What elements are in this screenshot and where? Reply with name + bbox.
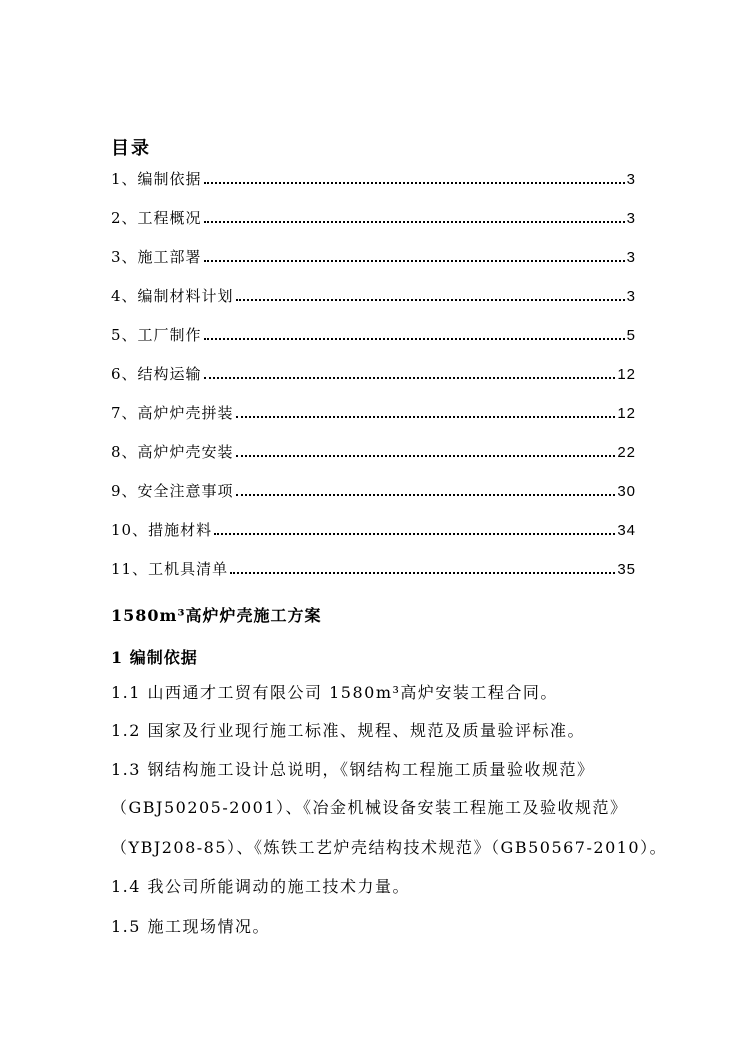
toc-item[interactable]	[111, 363, 636, 402]
toc-item[interactable]	[111, 168, 636, 207]
paragraph: （YBJ208-85）、《炼铁工艺炉壳结构技术规范》（GB50567-2010）。	[111, 838, 668, 857]
toc-item-page: 3	[626, 210, 636, 227]
toc-item-label: 9、安全注意事项	[111, 482, 234, 500]
toc-item-page: 35	[617, 561, 636, 578]
paragraph: 1.2 国家及行业现行施工标准、规程、规范及质量验评标准。	[111, 721, 586, 740]
toc-item-page: 22	[617, 444, 636, 461]
toc-leader-dots	[214, 532, 615, 535]
toc-leader-dots	[204, 220, 625, 223]
paragraph: 1.4 我公司所能调动的施工技术力量。	[111, 877, 411, 896]
toc-item-page: 3	[626, 249, 636, 266]
paragraph: （GBJ50205-2001）、《冶金机械设备安装工程施工及验收规范》	[111, 798, 628, 817]
toc-item-page: 3	[626, 171, 636, 188]
toc-item-label: 11、工机具清单	[111, 560, 229, 578]
toc-item-page: 30	[617, 483, 636, 500]
toc-item[interactable]	[111, 480, 636, 519]
toc-item-label: 4、编制材料计划	[111, 287, 234, 305]
paragraph: 1.5 施工现场情况。	[111, 917, 271, 936]
toc-item[interactable]	[111, 324, 636, 363]
toc-leader-dots	[236, 493, 616, 496]
toc-item-page: 12	[617, 405, 636, 422]
toc-item[interactable]	[111, 246, 636, 285]
toc-leader-dots	[230, 571, 615, 574]
toc-item-label: 1、编制依据	[111, 170, 202, 188]
section-heading: 1 编制依据	[111, 648, 198, 667]
toc-item-label: 6、结构运输	[111, 365, 202, 383]
toc-item-label: 7、高炉炉壳拼装	[111, 404, 234, 422]
toc-list	[111, 168, 636, 597]
toc-item-label: 10、措施材料	[111, 521, 213, 539]
toc-leader-dots	[236, 415, 616, 418]
toc-leader-dots	[204, 259, 625, 262]
document-title: 1580m³高炉炉壳施工方案	[111, 606, 322, 625]
paragraph: 1.1 山西通才工贸有限公司 1580m³高炉安装工程合同。	[111, 683, 558, 702]
paragraph: 1.3 钢结构施工设计总说明，《钢结构工程施工质量验收规范》	[111, 760, 595, 779]
toc-item-page: 12	[617, 366, 636, 383]
toc-item[interactable]	[111, 441, 636, 480]
toc-item-page: 5	[626, 327, 636, 344]
toc-item[interactable]	[111, 519, 636, 558]
toc-item-page: 3	[626, 288, 636, 305]
toc-leader-dots	[236, 454, 616, 457]
toc-item[interactable]	[111, 207, 636, 246]
toc-leader-dots	[204, 376, 616, 379]
toc-item-page: 34	[617, 522, 636, 539]
toc-leader-dots	[204, 337, 625, 340]
toc-item[interactable]	[111, 402, 636, 441]
toc-leader-dots	[204, 181, 625, 184]
toc-item-label: 5、工厂制作	[111, 326, 202, 344]
toc-item-label: 8、高炉炉壳安装	[111, 443, 234, 461]
toc-item[interactable]	[111, 285, 636, 324]
toc-item-label: 2、工程概况	[111, 209, 202, 227]
toc-leader-dots	[236, 298, 625, 301]
toc-title: 目录	[111, 138, 151, 159]
toc-item-label: 3、施工部署	[111, 248, 202, 266]
toc-item[interactable]	[111, 558, 636, 597]
